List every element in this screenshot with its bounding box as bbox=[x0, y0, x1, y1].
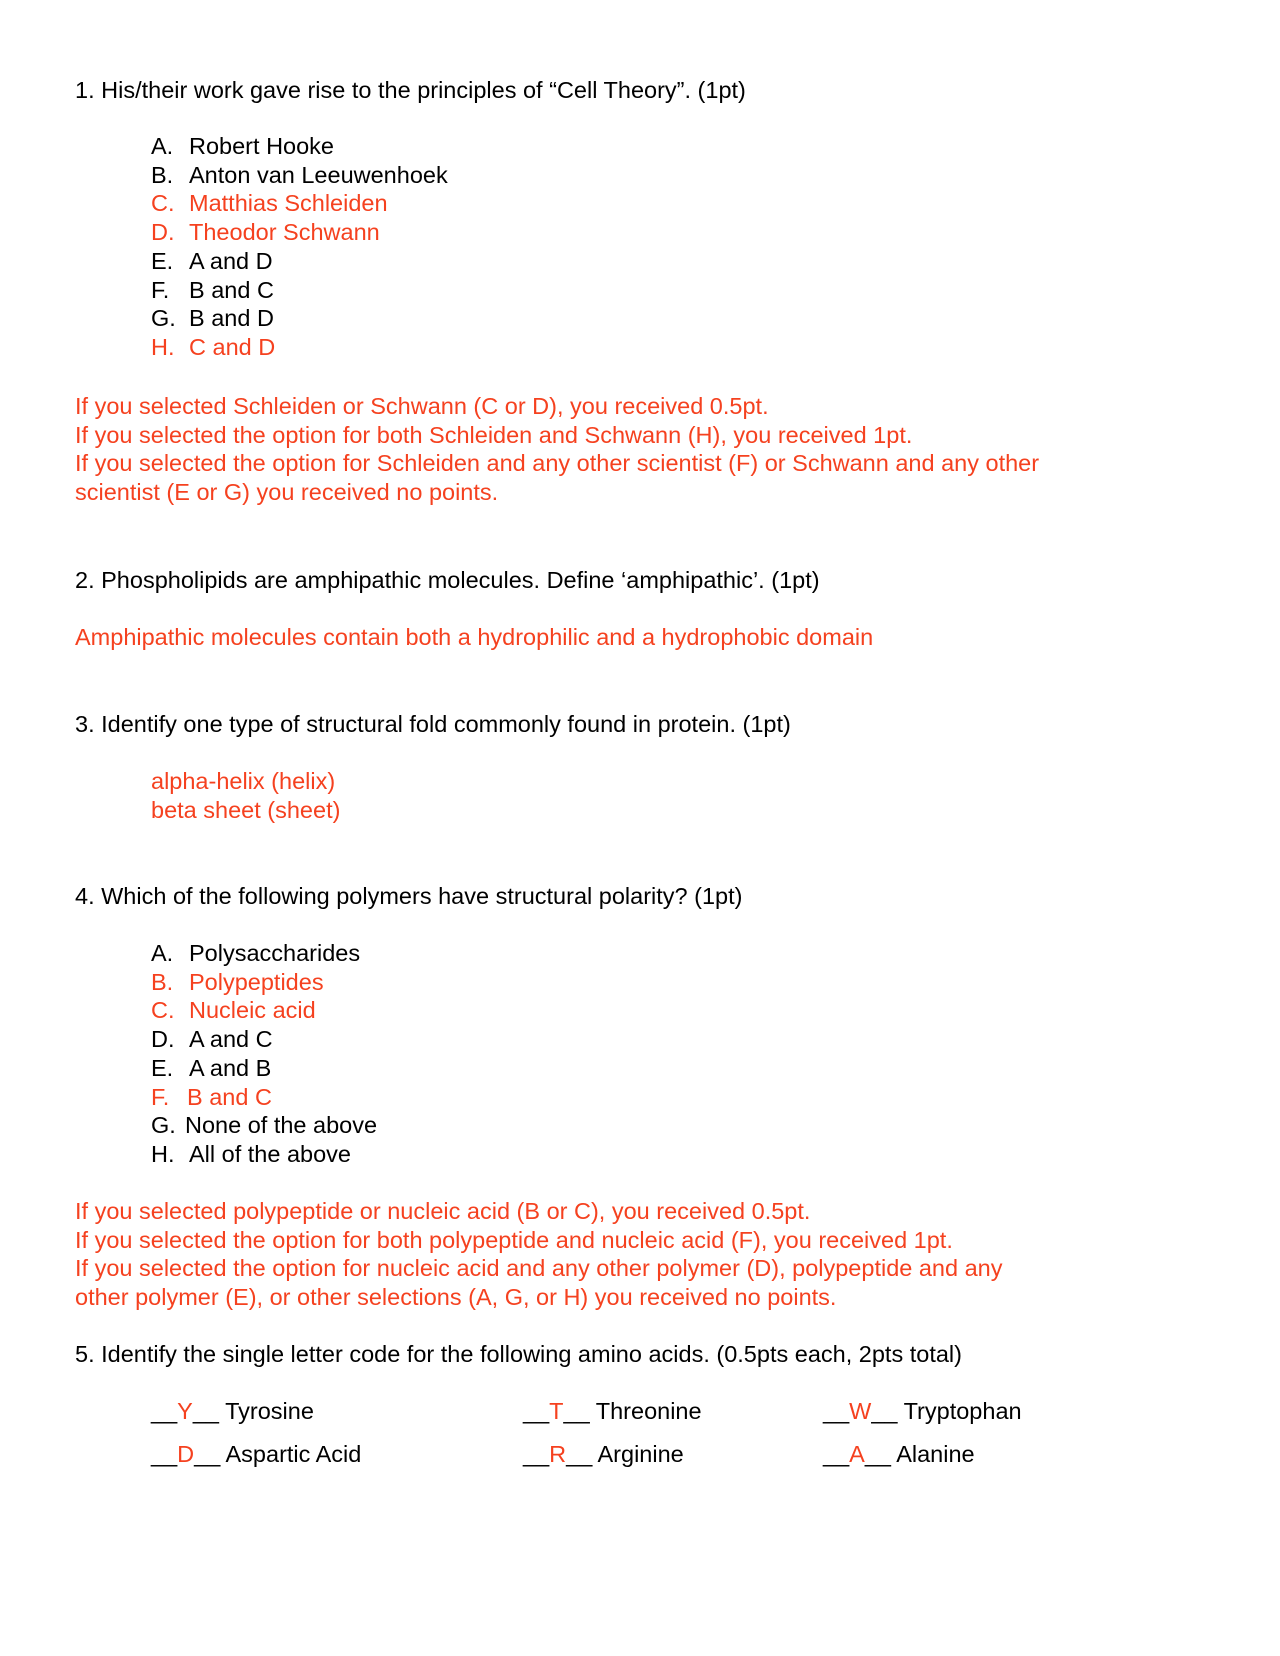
q2-answer: Amphipathic molecules contain both a hydrophilic and a hydrophobic domain bbox=[75, 624, 874, 650]
q4-option-c: C. Nucleic acid bbox=[151, 997, 316, 1024]
q4-question: 4. Which of the following polymers have structural polarity? (1pt) bbox=[75, 883, 743, 909]
q5-question: 5. Identify the single letter code for the following amino acids. (0.5pts each, 2pts total) bbox=[75, 1341, 962, 1367]
amino-item-tyrosine: __Y__ Tyrosine bbox=[151, 1398, 314, 1424]
amino-code: T bbox=[549, 1398, 564, 1424]
q4-grading-line: If you selected polypeptide or nucleic acid (B or C), you received 0.5pt. bbox=[75, 1198, 811, 1224]
q4-option-d: D. A and C bbox=[151, 1026, 273, 1053]
amino-name: Aspartic Acid bbox=[225, 1441, 362, 1467]
q4-option-e: E. A and B bbox=[151, 1054, 272, 1081]
q1-grading-line: If you selected the option for both Schleiden and Schwann (H), you received 1pt. bbox=[75, 421, 913, 448]
q4-grading-line: other polymer (E), or other selections (A, G, or H) you received no points. bbox=[75, 1284, 837, 1311]
amino-code: A bbox=[849, 1441, 865, 1467]
q4-option-a: A. Polysaccharides bbox=[151, 940, 361, 966]
amino-code: D bbox=[177, 1441, 195, 1467]
amino-item-tryptophan: __W__ Tryptophan bbox=[823, 1398, 1022, 1424]
q4-options bbox=[151, 939, 377, 1169]
q1-options bbox=[151, 132, 448, 362]
amino-item-arginine: __R__ Arginine bbox=[523, 1441, 684, 1467]
q1-grading-line: scientist (E or G) you received no points. bbox=[75, 479, 499, 506]
q1-option-c: C. Matthias Schleiden bbox=[151, 190, 388, 217]
q3-answer: alpha-helix (helix) bbox=[151, 768, 336, 794]
q4-grading bbox=[75, 1197, 1003, 1312]
q1-grading-line: If you selected the option for Schleiden and any other scientist (F) or Schwann and any other bbox=[75, 450, 1040, 477]
q4-grading-line: If you selected the option for nucleic acid and any other polymer (D), polypeptide and any bbox=[75, 1255, 1003, 1282]
amino-name: Arginine bbox=[597, 1441, 684, 1467]
amino-code: Y bbox=[177, 1398, 193, 1424]
amino-item-aspartic-acid: __D__ Aspartic Acid bbox=[151, 1441, 362, 1467]
q2-question: 2. Phospholipids are amphipathic molecules. Define ‘amphipathic’. (1pt) bbox=[75, 567, 820, 593]
q4-option-b: B. Polypeptides bbox=[151, 968, 324, 995]
q1-option-h: H. C and D bbox=[151, 333, 276, 360]
q1-option-g: G. B and D bbox=[151, 305, 274, 332]
amino-name: Tryptophan bbox=[903, 1398, 1022, 1424]
amino-code: R bbox=[549, 1441, 567, 1467]
q1-grading-line: If you selected Schleiden or Schwann (C or D), you received 0.5pt. bbox=[75, 393, 769, 419]
q3-answer: beta sheet (sheet) bbox=[151, 796, 341, 823]
q1-option-d: D. Theodor Schwann bbox=[151, 219, 380, 246]
q1-option-f: F. B and C bbox=[151, 276, 274, 303]
q1-option-b: B. Anton van Leeuwenhoek bbox=[151, 161, 448, 188]
q1-option-a: A. Robert Hooke bbox=[151, 133, 334, 159]
q4-option-f: F. B and C bbox=[151, 1083, 272, 1110]
q4-option-h: H. All of the above bbox=[151, 1140, 351, 1167]
amino-name: Tyrosine bbox=[225, 1398, 314, 1424]
amino-item-alanine: __A__ Alanine bbox=[823, 1441, 975, 1467]
q3-answers bbox=[151, 767, 340, 824]
q4-grading-line: If you selected the option for both polypeptide and nucleic acid (F), you received 1pt. bbox=[75, 1226, 953, 1253]
q1-question: 1. His/their work gave rise to the principles of “Cell Theory”. (1pt) bbox=[75, 77, 746, 103]
q1-grading bbox=[75, 392, 1039, 507]
amino-name: Alanine bbox=[896, 1441, 975, 1467]
amino-name: Threonine bbox=[595, 1398, 702, 1424]
q4-option-g: G. None of the above bbox=[151, 1112, 378, 1139]
q1-option-e: E. A and D bbox=[151, 247, 273, 274]
amino-item-threonine: __T__ Threonine bbox=[523, 1398, 702, 1424]
q3-question: 3. Identify one type of structural fold commonly found in protein. (1pt) bbox=[75, 711, 791, 737]
amino-code: W bbox=[849, 1398, 872, 1424]
